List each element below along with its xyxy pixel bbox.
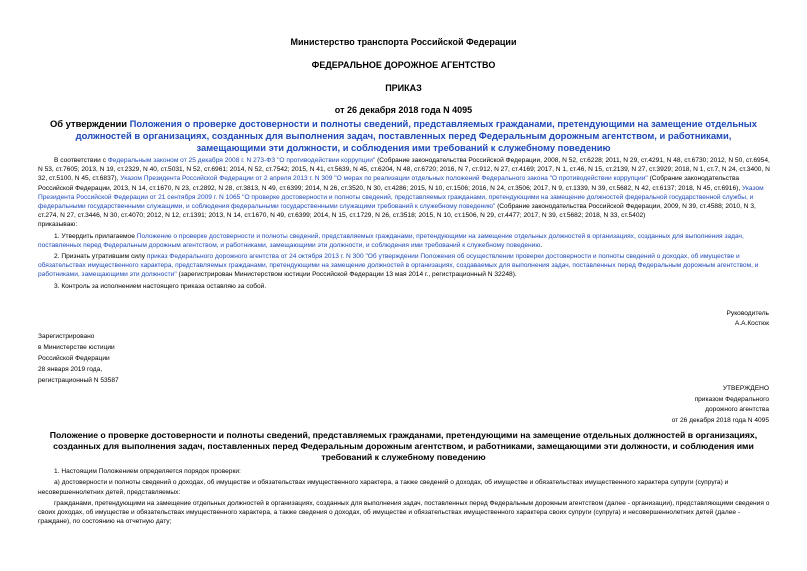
preamble-text-1: В соответствии с bbox=[54, 157, 108, 164]
approval-line-4: от 26 декабря 2018 года N 4095 bbox=[671, 416, 769, 424]
item-1 bbox=[38, 232, 770, 250]
registration-block bbox=[38, 331, 119, 386]
order-300-link[interactable]: приказ Федерального дорожного агентства от 24 октября 2013 г. N 300 "Об утверждении Положения об осуществлении проверки достоверности и полноты сведений о доходах, об имуществе и обязательствах имущественного характера, представляемых гражданами, претендующими на замещение должностей в организациях, создаваемых для выполнения задач, поставленных перед Федеральным дорожным агентством, и работниками, замещающими эти должности" bbox=[38, 253, 759, 279]
signature-block bbox=[727, 309, 769, 329]
preamble-text-2: (Собрание законодательства Российской Федерации, 2008, N 52, ст.6228; 2011, N 29, ст.4291, N 48, ст.6730; 2012, N 50, ст.6954, N 53, ст.7605; 2013, N 19, ст.2329, N 40, ст.5031, N 52, ст.6961; 2014, N 52, ст.7542; 2015, N 41, ст.5639, N 45, ст.6204, N 48, ст.6720; 2016, N 7, ст.912, N 27, ст.4169; 2017, N 1, ст.46, N 15, ст.2139, N 27, ст.3929; 2018, N 1, ст.7, N 24, ст.3400, N 32, ст.5100, N 45, ст.6837), bbox=[38, 157, 770, 183]
doc-type-heading: ПРИКАЗ bbox=[385, 83, 422, 93]
regulation-paragraph-2: а) достоверности и полноты сведений о доходах, об имуществе и обязательствах имущественного характера, а также сведений о доходах, об имуществе и обязательствах имущественного характера супруги (супруга) и несовершеннолетних детей, представляемых: bbox=[38, 479, 729, 496]
item-2-text-1: 2. Признать утратившим силу bbox=[54, 253, 147, 261]
order-title-prefix: Об утверждении bbox=[49, 118, 130, 129]
regulation-body bbox=[38, 467, 770, 529]
doc-date-number: от 26 декабря 2018 года N 4095 bbox=[334, 105, 473, 115]
signature-role: Руководитель bbox=[726, 310, 769, 317]
ministry-heading: Министерство транспорта Российской Федерации bbox=[290, 37, 517, 47]
preamble-text-4: (Собрание законодательства Российской Федерации, 2009, N 39, ст.4588; 2010, N 3, ст.274, N 27, ст.3446, N 30, ст.4070; 2012, N 12, ст.1391; 2013, N 14, ст.1670, N 49, ст.6399; 2014, N 15, ст.1729, N 26, ст.3518; 2015, N 10, ст.1506, N 29, ст.4477; 2017, N 39, ст.5682; 2018, N 33, ст.5402) bbox=[38, 203, 756, 220]
item-1-text-1: 1. Утвердить прилагаемое bbox=[54, 232, 137, 240]
order-word: приказываю: bbox=[38, 221, 78, 229]
preamble-text-3: (Собрание законодательства Российской Федерации, 2013, N 14, ст.1670, N 23, ст.2892, N 28, ст.3813, N 49, ст.6399; 2014, N 26, ст.3520, N 30, ст.4286; 2015, N 10, ст.1506; 2016, N 24, ст.3506; 2017, N 9, ст.1339, N 39, ст.5682, N 42, ст.6137; 2018, N 45, ст.6916), bbox=[38, 175, 742, 192]
signature-name: А.А.Костюк bbox=[734, 320, 769, 327]
preamble-paragraph bbox=[38, 156, 770, 220]
item-2 bbox=[38, 252, 770, 280]
law-273-link[interactable]: Федеральным законом от 25 декабря 2008 г. N 273-ФЗ "О противодействии коррупции" bbox=[107, 157, 376, 164]
decree-1065-link[interactable]: Указом Президента Российской Федерации от 21 сентября 2009 г. N 1065 "О проверке достоверности и полноты сведений, представляемых гражданами, претендующими на замещение должностей федеральной государственной службы, и федеральными государственными служащими, и соблюдения федеральными государственными служащими требований к служебному поведению" bbox=[38, 184, 764, 211]
order-title bbox=[40, 118, 767, 154]
regulation-link[interactable]: Положение о проверке достоверности и полноты сведений, представляемых гражданами, претендующими на замещение отдельных должностей в организациях, созданных для выполнения задач, поставленных перед Федеральным дорожным агентством, и работниками, замещающими эти должности, и соблюдения ими требований к служебному поведению bbox=[38, 232, 744, 249]
approval-line-2: приказом Федерального bbox=[694, 395, 769, 403]
registration-line-1: Зарегистрировано bbox=[38, 333, 95, 340]
approval-block bbox=[672, 384, 769, 426]
registration-line-2: в Министерстве юстиции bbox=[38, 344, 115, 351]
approval-line-1: УТВЕРЖДЕНО bbox=[722, 385, 769, 392]
item-1-text-2: . bbox=[540, 241, 543, 249]
item-3: 3. Контроль за исполнением настоящего приказа оставляю за собой. bbox=[54, 282, 267, 290]
approval-line-3: дорожного агентства bbox=[705, 406, 769, 413]
registration-line-4: 28 января 2019 года, bbox=[38, 366, 103, 373]
decree-309-link[interactable]: Указом Президента Российской Федерации от 2 апреля 2013 г. N 309 "О мерах по реализации отдельных положений Федерального закона "О противодействии коррупции" bbox=[120, 175, 648, 183]
item-2-text-2: (зарегистрирован Министерством юстиции Российской Федерации 13 мая 2014 г., регистрационный N 32248). bbox=[176, 271, 517, 279]
registration-line-3: Российской Федерации bbox=[38, 355, 110, 362]
agency-heading: ФЕДЕРАЛЬНОЕ ДОРОЖНОЕ АГЕНТСТВО bbox=[311, 60, 496, 70]
order-title-link[interactable]: Положения о проверке достоверности и полноты сведений, представляемых гражданами, претендующими на замещение отдельных должностей в организациях, созданных для выполнения задач, поставленных перед Федеральным дорожным агентством, и работниками, замещающими эти должности, и соблюдения ими требований к служебному поведению bbox=[75, 118, 758, 153]
regulation-paragraph-3: гражданами, претендующими на замещение отдельных должностей в организациях, созданных для выполнения задач, поставленных перед Федеральным дорожным агентством (далее - организации), представляющими сведения о своих доходах, об имуществе и обязательствах имущественного характера, а также сведения о доходах, об имуществе и обязательствах имущественного характера своих супруги (супруга) и несовершеннолетних детей (далее - граждане), по состоянию на отчетную дату; bbox=[38, 499, 770, 526]
regulation-paragraph-1: 1. Настоящим Положением определяется порядок проверки: bbox=[54, 468, 241, 475]
preamble bbox=[38, 156, 770, 291]
registration-line-5: регистрационный N 53587 bbox=[38, 377, 119, 384]
regulation-title: Положение о проверке достоверности и полноты сведений, представляемых гражданами, претендующими на замещение отдельных должностей в организациях, созданных для выполнения задач, поставленных перед Федеральным дорожным агентством, и работниками, замещающими эти должности, и соблюдения ими требований к служебному поведению bbox=[49, 430, 758, 463]
